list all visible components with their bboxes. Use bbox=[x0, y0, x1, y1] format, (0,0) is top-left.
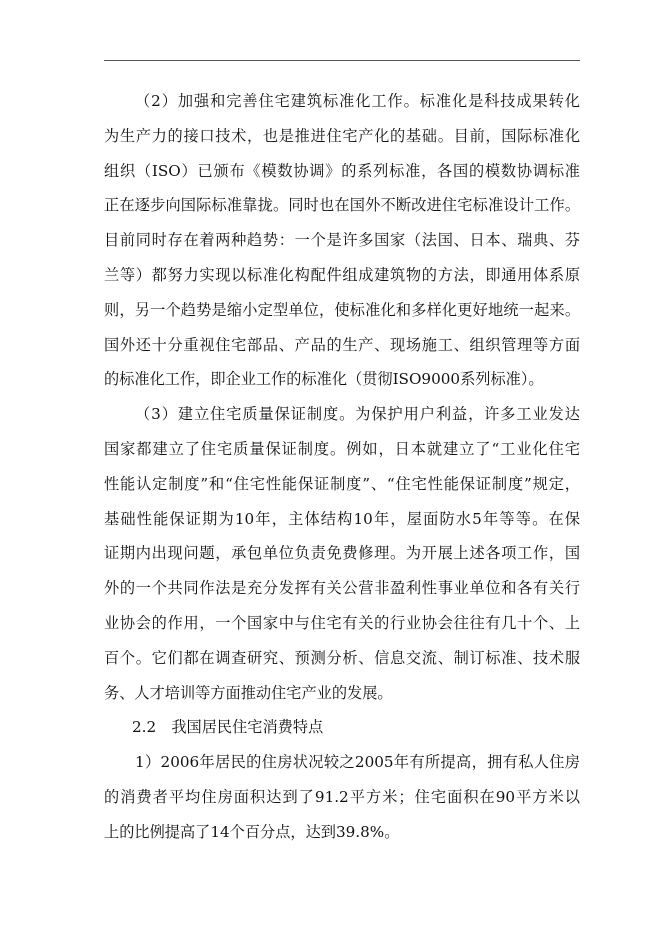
paragraph-quality-assurance bbox=[104, 397, 580, 710]
text-line: 业协会的作用，一个国家中与住宅有关的行业协会往往有几十个、上 bbox=[104, 613, 580, 632]
text-line: 务、人才培训等方面推动住宅产业的发展。 bbox=[104, 683, 393, 702]
text-line: （2）加强和完善住宅建筑标准化工作。标准化是科技成果转化 bbox=[135, 92, 580, 110]
text-line: 正在逐步向国际标准靠拢。同时也在国外不断改进住宅标准设计工作。 bbox=[104, 196, 580, 215]
section-title: 2.2 我国居民住宅消费特点 bbox=[132, 718, 324, 737]
text-line: （3）建立住宅质量保证制度。为保护用户利益，许多工业发达 bbox=[135, 405, 580, 424]
text-line: 外的一个共同作法是充分发挥有关公营非盈利性事业单位和各有关行 bbox=[104, 579, 580, 598]
document-body bbox=[104, 84, 580, 850]
paragraph-consumption bbox=[104, 745, 580, 849]
text-line: 性能认定制度”和“住宅性能保证制度”、“住宅性能保证制度”规定， bbox=[104, 474, 580, 493]
header-rule bbox=[104, 60, 580, 61]
text-line: 为生产力的接口技术，也是推进住宅产化的基础。目前，国际标准化 bbox=[104, 126, 580, 145]
section-heading bbox=[104, 710, 580, 745]
text-line: 1）2006年居民的住房状况较之2005年有所提高，拥有私人住房 bbox=[135, 753, 580, 772]
text-line: 的标准化工作，即企业工作的标准化（贯彻ISO9000系列标准）。 bbox=[104, 370, 544, 389]
paragraph-standardization bbox=[104, 84, 580, 397]
text-line: 证期内出现问题，承包单位负责免费修理。为开展上述各项工作，国 bbox=[104, 544, 580, 563]
text-line: 百个。它们都在调查研究、预测分析、信息交流、制订标准、技术服 bbox=[104, 648, 580, 667]
text-line: 上的比例提高了14个百分点，达到39.8%。 bbox=[104, 822, 400, 841]
text-line: 基础性能保证期为10年，主体结构10年，屋面防水5年等等。在保 bbox=[104, 509, 580, 528]
text-line: 兰等）都努力实现以标准化构配件组成建筑物的方法，即通用体系原 bbox=[104, 265, 580, 284]
text-line: 的消费者平均住房面积达到了91.2平方米；住宅面积在90平方米以 bbox=[104, 787, 580, 806]
text-line: 国外还十分重视住宅部品、产品的生产、现场施工、组织管理等方面 bbox=[104, 335, 580, 354]
text-line: 国家都建立了住宅质量保证制度。例如，日本就建立了“工业化住宅 bbox=[104, 439, 580, 458]
text-line: 组织（ISO）已颁布《模数协调》的系列标准，各国的模数协调标准 bbox=[104, 161, 580, 180]
text-line: 目前同时存在着两种趋势：一个是许多国家（法国、日本、瑞典、芬 bbox=[104, 231, 580, 250]
text-line: 则，另一个趋势是缩小定型单位，使标准化和多样化更好地统一起来。 bbox=[104, 300, 580, 319]
